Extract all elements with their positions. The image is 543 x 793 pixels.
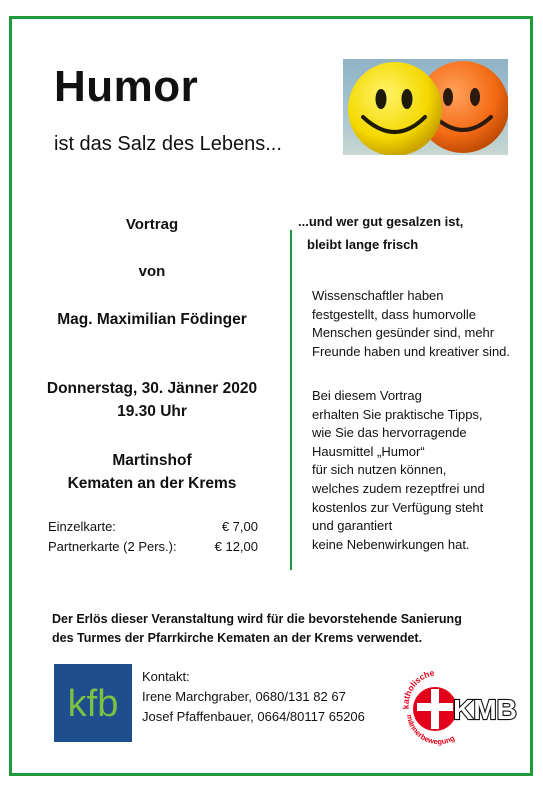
price-row-single xyxy=(48,519,258,535)
kfb-logo-text: kfb xyxy=(67,683,119,725)
event-date: Donnerstag, 30. Jänner 2020 xyxy=(46,380,258,397)
contact-person-2: Josef Pfaffenbauer, 0664/80117 65206 xyxy=(142,709,365,724)
event-by: von xyxy=(138,263,166,280)
venue-place: Kematen an der Krems xyxy=(67,475,237,492)
venue-name: Martinshof xyxy=(112,452,192,469)
price-value: € 7,00 xyxy=(221,519,258,534)
smiley-faces-icon xyxy=(343,59,508,155)
contact-title: Kontakt: xyxy=(142,669,190,684)
quote-line-1: ...und wer gut gesalzen ist, xyxy=(298,214,464,229)
proceeds-note-line-1: Der Erlös dieser Veranstaltung wird für die bevorstehende Sanierung xyxy=(52,612,462,626)
paragraph-line: Wissenschaftler haben xyxy=(312,288,444,303)
paragraph-line: wie Sie das hervorragende xyxy=(312,425,467,441)
price-row-partner xyxy=(48,539,258,555)
price-value: € 12,00 xyxy=(214,539,258,554)
paragraph-line: Menschen gesünder sind, mehr xyxy=(312,325,495,341)
paragraph-line: Bei diesem Vortrag xyxy=(312,388,422,403)
paragraph-line: keine Nebenwirkungen hat. xyxy=(312,536,470,552)
speaker-name: Mag. Maximilian Födinger xyxy=(57,311,247,328)
kmb-arc-bottom: männerbewegung xyxy=(404,713,457,747)
research-paragraph xyxy=(312,287,534,361)
page-title: Humor xyxy=(54,62,199,111)
paragraph-line: Freunde haben und kreativer sind. xyxy=(312,343,511,359)
paragraph-line: für sich nutzen können, xyxy=(312,462,447,478)
paragraph-line: welches zudem rezeptfrei und xyxy=(312,480,485,496)
paragraph-line: und garantiert xyxy=(312,518,393,534)
paragraph-line: erhalten Sie praktische Tipps, xyxy=(312,406,483,422)
kfb-logo xyxy=(54,664,132,742)
kmb-logo xyxy=(397,665,519,747)
kfb-logo-icon xyxy=(54,664,132,742)
tips-paragraph xyxy=(312,387,534,554)
price-label: Einzelkarte: xyxy=(48,519,116,534)
paragraph-line: kostenlos zur Verfügung steht xyxy=(312,499,484,515)
page-subtitle: ist das Salz des Lebens... xyxy=(54,133,282,155)
event-type: Vortrag xyxy=(125,216,179,233)
contact-person-1: Irene Marchgraber, 0680/131 82 67 xyxy=(142,689,346,704)
kmb-logo-icon xyxy=(397,665,519,747)
paragraph-line: Hausmittel „Humor“ xyxy=(312,443,425,459)
kmb-logo-text: KMB xyxy=(453,694,517,725)
event-time: 19.30 Uhr xyxy=(117,403,187,420)
column-divider xyxy=(290,230,292,570)
quote-line-2: bleibt lange frisch xyxy=(307,237,419,252)
smiley-photo xyxy=(343,59,508,155)
kmb-arc-top: katholische xyxy=(400,667,436,710)
proceeds-note-line-2: des Turmes der Pfarrkirche Kematen an der Krems verwendet. xyxy=(52,631,423,645)
paragraph-line: festgestellt, dass humorvolle xyxy=(312,306,477,322)
price-label: Partnerkarte (2 Pers.): xyxy=(48,539,177,554)
